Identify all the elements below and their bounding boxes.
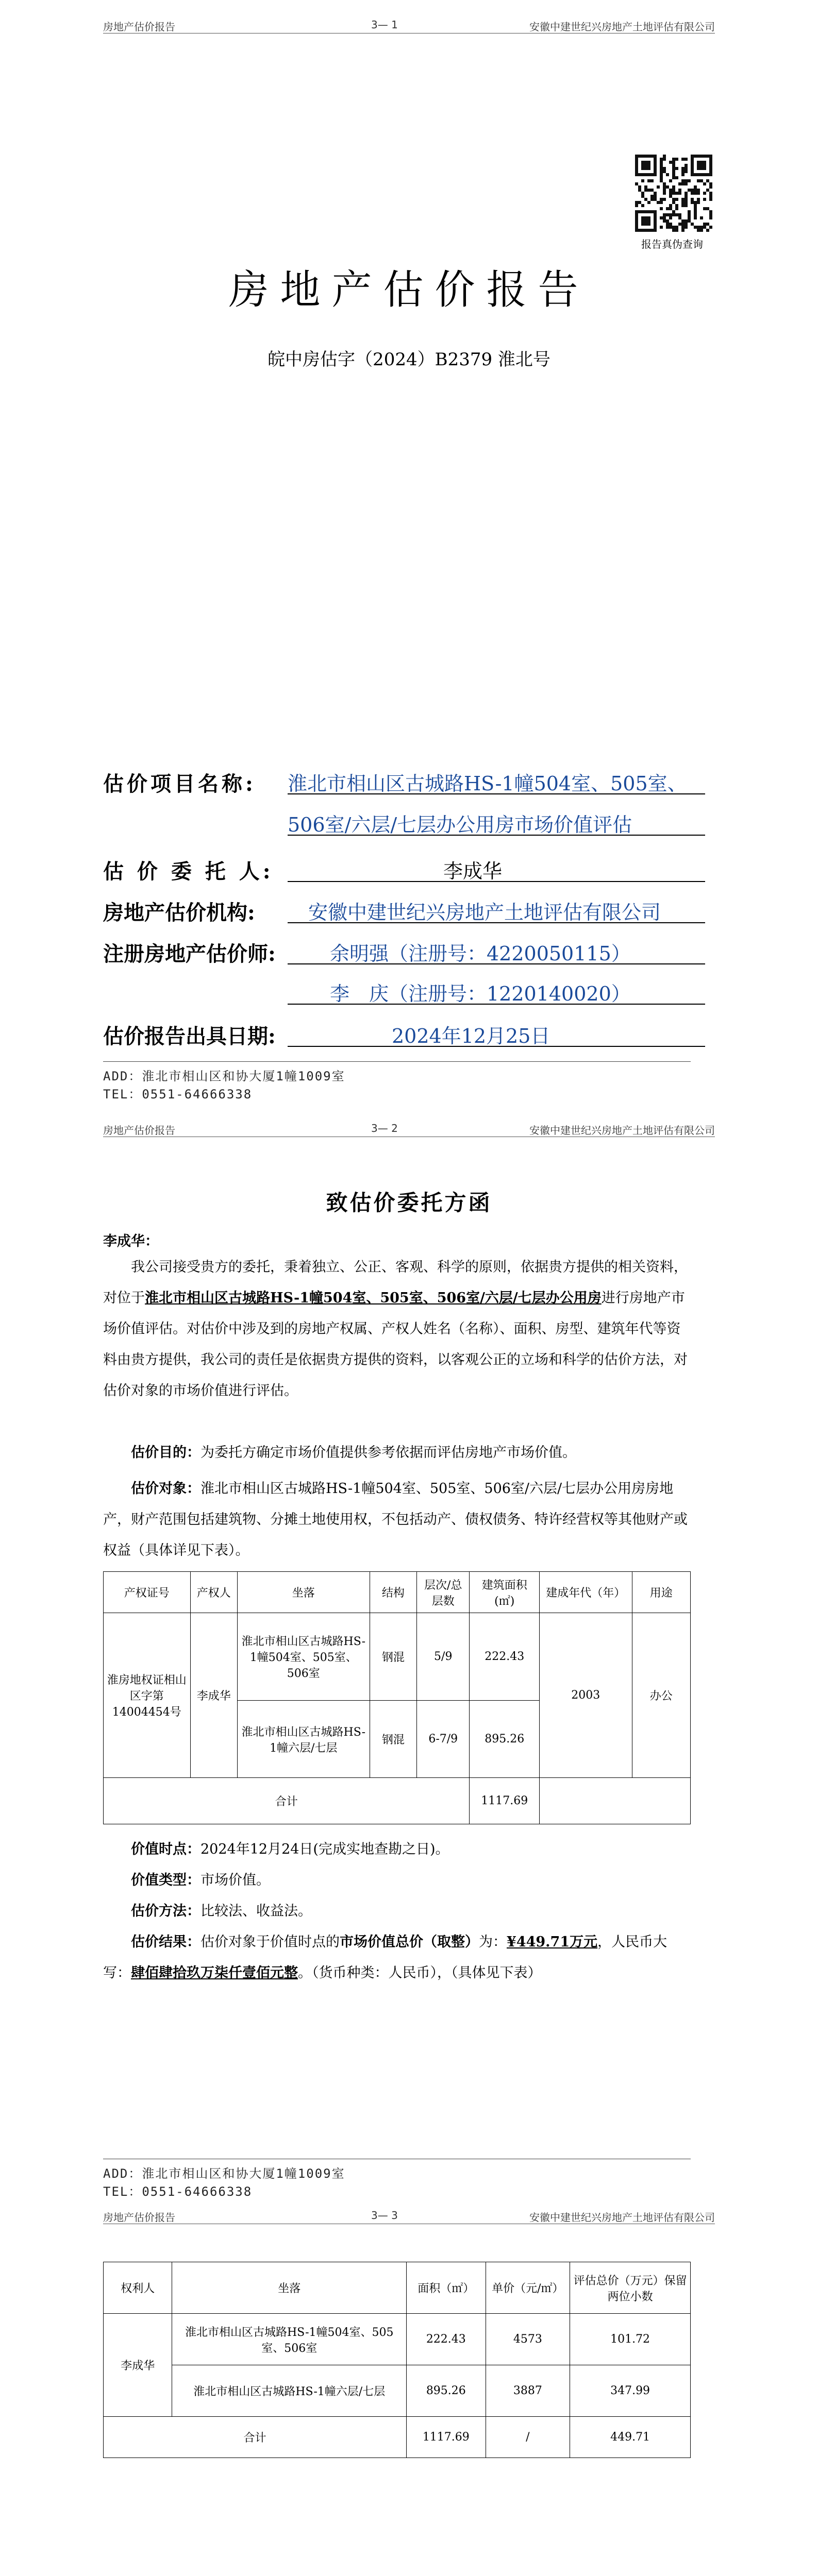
cell-total-label: 合计 bbox=[104, 2417, 407, 2458]
page-letter bbox=[0, 1103, 818, 2205]
result-bold: 市场价值总价（取整） bbox=[340, 1934, 479, 1950]
appraiser-2: 李 庆（注册号：1220140020） bbox=[330, 982, 631, 1005]
letter-object bbox=[103, 1473, 691, 1566]
underline bbox=[288, 881, 705, 882]
cell-cert: 淮房地权证相山区字第14004454号 bbox=[104, 1613, 191, 1778]
underline bbox=[288, 963, 705, 964]
header-page-number: 3— 2 bbox=[371, 1122, 398, 1134]
project-value-1: 淮北市相山区古城路HS-1幢504室、505室、 bbox=[288, 772, 687, 795]
letter-time bbox=[103, 1834, 691, 1865]
client-label: 估 价 委 托 人: bbox=[103, 859, 274, 884]
cell-price: 3887 bbox=[486, 2365, 570, 2417]
cell-use: 办公 bbox=[632, 1613, 691, 1778]
p1-bold: 淮北市相山区古城路HS-1幢504室、505室、506室/六层/七层办公用房 bbox=[145, 1290, 602, 1306]
report-title: 房地产估价报告 bbox=[228, 267, 590, 313]
project-label: 估价项目名称: bbox=[103, 772, 256, 796]
org-label: 房地产估价机构: bbox=[103, 901, 255, 925]
th-total: 评估总价（万元）保留两位小数 bbox=[570, 2262, 691, 2314]
th-year: 建成年代（年） bbox=[539, 1572, 632, 1613]
purpose-text: 为委托方确定市场价值提供参考依据而评估房地产市场价值。 bbox=[201, 1445, 576, 1461]
purpose-label: 估价目的： bbox=[131, 1445, 201, 1461]
th-owner: 产权人 bbox=[190, 1572, 237, 1613]
letter-type bbox=[103, 1865, 691, 1896]
property-table bbox=[103, 1571, 691, 1824]
page-footer bbox=[103, 1061, 691, 1102]
cell-total-area: 1117.69 bbox=[407, 2417, 486, 2458]
time-label: 价值时点： bbox=[131, 1841, 201, 1857]
qr-label: 报告真伪查询 bbox=[641, 238, 703, 250]
table-header-row bbox=[104, 2262, 691, 2314]
p1-text: 我公司接受贵方的委托，秉着独立、公正、客观、科学的原则，依据贵方提供的相关资料，对位于 bbox=[103, 1259, 688, 1306]
th-structure: 结构 bbox=[370, 1572, 416, 1613]
header-left: 房地产估价报告 bbox=[103, 21, 175, 33]
valuation-table bbox=[103, 2262, 691, 2458]
table-row bbox=[104, 2365, 691, 2417]
result-text-3: ，人民币大写： bbox=[103, 1934, 667, 1981]
type-label: 价值类型： bbox=[131, 1872, 201, 1888]
header-right: 安徽中建世纪兴房地产土地评估有限公司 bbox=[529, 21, 715, 33]
th-location: 坐落 bbox=[172, 2262, 407, 2314]
cell-total-area: 1117.69 bbox=[470, 1778, 539, 1824]
cell-area: 895.26 bbox=[407, 2365, 486, 2417]
cell-owner: 李成华 bbox=[104, 2314, 172, 2417]
header-right: 安徽中建世纪兴房地产土地评估有限公司 bbox=[529, 2211, 715, 2224]
time-text: 2024年12月24日(完成实地查勘之日)。 bbox=[201, 1841, 449, 1857]
page-valuation bbox=[0, 2205, 818, 2576]
cell-total: 347.99 bbox=[570, 2365, 691, 2417]
cell-floor: 6-7/9 bbox=[417, 1701, 470, 1778]
letter-purpose bbox=[103, 1437, 691, 1468]
underline bbox=[288, 1004, 705, 1005]
footer-tel: TEL：0551-64666338 bbox=[103, 1087, 253, 1101]
table-row bbox=[104, 2314, 691, 2365]
table-header-row bbox=[104, 1572, 691, 1613]
result-label: 估价结果： bbox=[131, 1934, 201, 1950]
result-text-4: 。（货币种类：人民币），（具体见下表） bbox=[298, 1965, 542, 1981]
appraiser-1: 余明强（注册号：4220050115） bbox=[330, 942, 631, 965]
letter-paragraph-1 bbox=[103, 1252, 691, 1406]
method-label: 估价方法： bbox=[131, 1903, 201, 1919]
cell-total-label: 合计 bbox=[104, 1778, 470, 1824]
cell-location: 淮北市相山区古城路HS-1幢六层/七层 bbox=[172, 2365, 407, 2417]
letter-title: 致估价委托方函 bbox=[326, 1190, 492, 1215]
underline bbox=[288, 835, 705, 836]
result-upper: 肆佰肆拾玖万柒仟壹佰元整 bbox=[131, 1965, 298, 1981]
report-number: 皖中房估字（2024）B2379 淮北号 bbox=[268, 349, 550, 370]
date-value: 2024年12月25日 bbox=[392, 1025, 550, 1047]
cell-structure: 钢混 bbox=[370, 1613, 416, 1701]
cell-empty bbox=[539, 1778, 690, 1824]
header-left: 房地产估价报告 bbox=[103, 2211, 175, 2224]
page-header bbox=[103, 19, 715, 33]
result-text-2: 为： bbox=[479, 1934, 507, 1950]
cell-total-value: 449.71 bbox=[570, 2417, 691, 2458]
cell-floor: 5/9 bbox=[417, 1613, 470, 1701]
th-owner: 权利人 bbox=[104, 2262, 172, 2314]
salutation: 李成华： bbox=[103, 1233, 159, 1249]
cell-owner: 李成华 bbox=[190, 1613, 237, 1778]
th-location: 坐落 bbox=[237, 1572, 370, 1613]
page-header bbox=[103, 2209, 715, 2224]
th-cert: 产权证号 bbox=[104, 1572, 191, 1613]
th-area: 建筑面积(㎡) bbox=[470, 1572, 539, 1613]
org-value: 安徽中建世纪兴房地产土地评估有限公司 bbox=[308, 901, 661, 924]
table-row bbox=[104, 1613, 691, 1701]
cell-total: 101.72 bbox=[570, 2314, 691, 2365]
letter-method bbox=[103, 1896, 691, 1927]
cell-structure: 钢混 bbox=[370, 1701, 416, 1778]
header-right: 安徽中建世纪兴房地产土地评估有限公司 bbox=[529, 1124, 715, 1137]
underline bbox=[288, 793, 705, 794]
cell-area: 222.43 bbox=[470, 1613, 539, 1701]
p1-tail: 进行房地产市场价值评估。对估价中涉及到的房地产权属、产权人姓名（名称）、面积、房型、建筑年代等资料由贵方提供，我公司的责任是依据贵方提供的资料，以客观公正的立场和科学的估价方法，对估价对象的市场价值进行评估。 bbox=[103, 1290, 688, 1399]
project-value-2: 506室/六层/七层办公用房市场价值评估 bbox=[288, 814, 632, 836]
th-area: 面积（㎡） bbox=[407, 2262, 486, 2314]
type-text: 市场价值。 bbox=[201, 1872, 270, 1888]
method-text: 比较法、收益法。 bbox=[201, 1903, 312, 1919]
th-use: 用途 bbox=[632, 1572, 691, 1613]
cell-area: 222.43 bbox=[407, 2314, 486, 2365]
cell-price: 4573 bbox=[486, 2314, 570, 2365]
page-cover bbox=[0, 0, 818, 1103]
underline bbox=[288, 1046, 705, 1047]
header-page-number: 3— 3 bbox=[371, 2209, 398, 2222]
cell-location: 淮北市相山区古城路HS-1幢六层/七层 bbox=[237, 1701, 370, 1778]
th-price: 单价（元/㎡） bbox=[486, 2262, 570, 2314]
footer-address: ADD：淮北市相山区和协大厦1幢1009室 bbox=[103, 2166, 345, 2181]
header-page-number: 3— 1 bbox=[371, 19, 398, 31]
object-text: 淮北市相山区古城路HS-1幢504室、505室、506室/六层/七层办公用房房地产，财产范围包括建筑物、分摊土地使用权，不包括动产、债权债务、特许经营权等其他财产或权益（具体详见下表）。 bbox=[103, 1481, 688, 1558]
table-total-row bbox=[104, 1778, 691, 1824]
letter-result bbox=[103, 1927, 691, 1989]
cell-location: 淮北市相山区古城路HS-1幢504室、505室、506室 bbox=[237, 1613, 370, 1701]
cell-total-price: / bbox=[486, 2417, 570, 2458]
client-value: 李成华 bbox=[443, 860, 503, 883]
footer-address: ADD：淮北市相山区和协大厦1幢1009室 bbox=[103, 1069, 345, 1083]
object-label: 估价对象： bbox=[131, 1481, 201, 1497]
th-floor: 层次/总层数 bbox=[417, 1572, 470, 1613]
appraiser-label: 注册房地产估价师: bbox=[103, 942, 276, 966]
qr-code-icon[interactable] bbox=[635, 155, 712, 232]
result-text-1: 估价对象于价值时点的 bbox=[201, 1934, 340, 1950]
footer-tel: TEL：0551-64666338 bbox=[103, 2184, 253, 2199]
cell-area: 895.26 bbox=[470, 1701, 539, 1778]
header-left: 房地产估价报告 bbox=[103, 1124, 175, 1137]
cell-year: 2003 bbox=[539, 1613, 632, 1778]
underline bbox=[288, 922, 705, 923]
table-total-row bbox=[104, 2417, 691, 2458]
cell-location: 淮北市相山区古城路HS-1幢504室、505室、506室 bbox=[172, 2314, 407, 2365]
page-footer bbox=[103, 2159, 691, 2199]
result-amount: ¥449.71万元 bbox=[507, 1934, 598, 1950]
page-header bbox=[103, 1122, 715, 1137]
date-label: 估价报告出具日期: bbox=[103, 1024, 276, 1048]
